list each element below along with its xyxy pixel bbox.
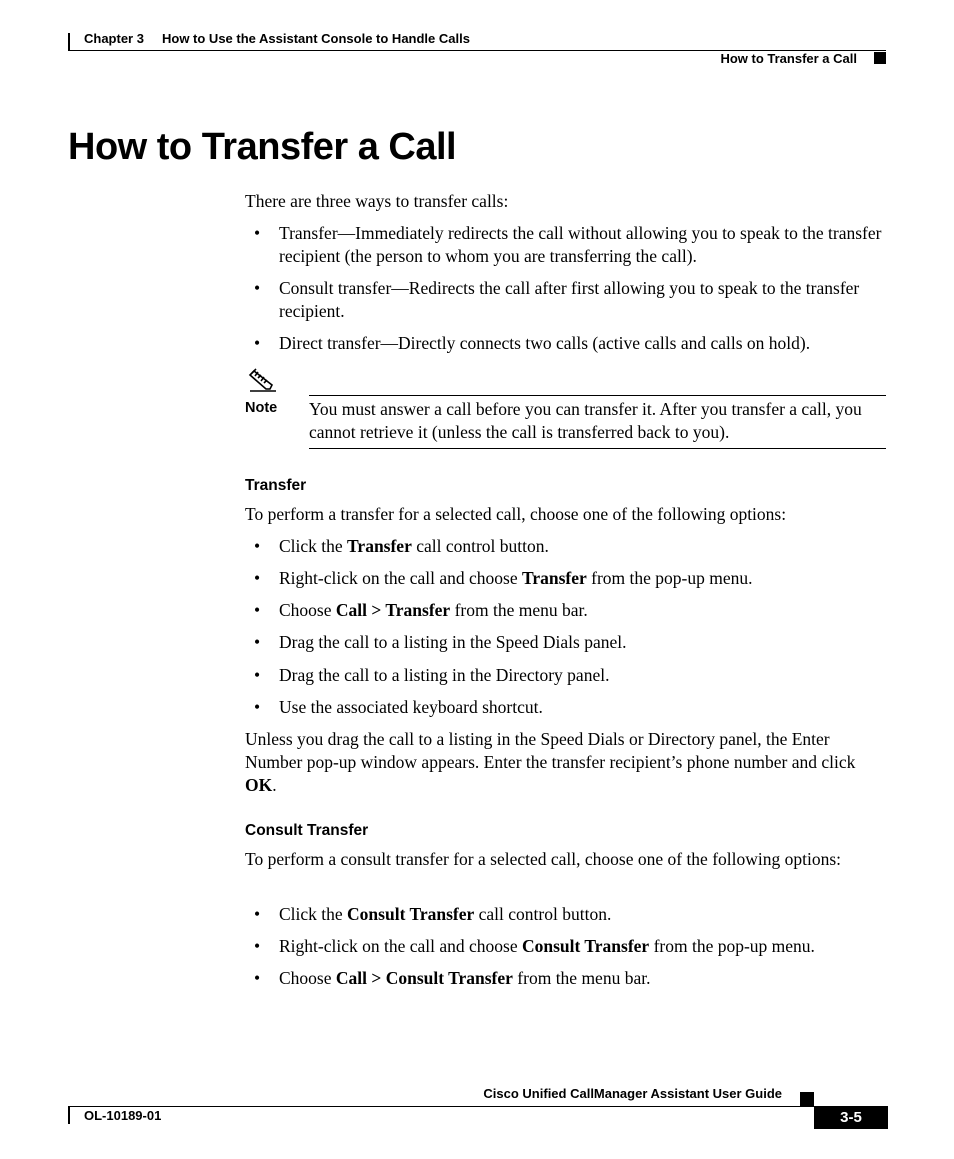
bullet-dot: • bbox=[254, 665, 261, 685]
bullet-dot: • bbox=[254, 600, 261, 620]
consult-intro: To perform a consult transfer for a selected call, choose one of the following options: bbox=[245, 849, 842, 869]
intro-text: There are three ways to transfer calls: bbox=[245, 191, 509, 211]
page-title: How to Transfer a Call bbox=[68, 126, 457, 168]
bullet-dot: • bbox=[254, 223, 261, 243]
header-square-mark bbox=[874, 52, 886, 64]
bullet-dot: • bbox=[254, 697, 261, 717]
footer-doc-number: OL-10189-01 bbox=[84, 1108, 162, 1123]
list-item-transfer-option: Use the associated keyboard shortcut. bbox=[279, 697, 543, 717]
list-item-way-transfer: Transfer—Immediately redirects the call without allowing you to speak to the transfer recipient (the person to whom you are transferring the call). bbox=[279, 223, 882, 266]
list-item-consult-option: Click the Consult Transfer call control button. bbox=[279, 904, 612, 924]
list-item-transfer-option: Right-click on the call and choose Transfer from the pop-up menu. bbox=[279, 568, 753, 588]
bullet-dot: • bbox=[254, 904, 261, 924]
list-item-transfer-option: Choose Call > Transfer from the menu bar. bbox=[279, 600, 588, 620]
transfer-outro: Unless you drag the call to a listing in the Speed Dials or Directory panel, the Enter Number pop-up window appears. Enter the transfer recipient’s phone number and click OK. bbox=[245, 729, 856, 795]
list-item-way-direct: Direct transfer—Directly connects two calls (active calls and calls on hold). bbox=[279, 333, 811, 353]
list-item-transfer-option: Drag the call to a listing in the Speed Dials panel. bbox=[279, 632, 627, 652]
header-chapter-title: How to Use the Assistant Console to Handle Calls bbox=[162, 31, 470, 46]
bullet-dot: • bbox=[254, 968, 261, 988]
header-chapter: Chapter 3 bbox=[84, 31, 144, 46]
footer-square-mark bbox=[800, 1092, 814, 1106]
list-item-transfer-option: Click the Transfer call control button. bbox=[279, 536, 549, 556]
list-item-consult-option: Right-click on the call and choose Consult Transfer from the pop-up menu. bbox=[279, 936, 815, 956]
subheading-transfer: Transfer bbox=[245, 477, 307, 494]
list-item-consult-option: Choose Call > Consult Transfer from the menu bar. bbox=[279, 968, 651, 988]
bullet-dot: • bbox=[254, 632, 261, 652]
bullet-dot: • bbox=[254, 278, 261, 298]
bullet-dot: • bbox=[254, 536, 261, 556]
subheading-consult-transfer: Consult Transfer bbox=[245, 822, 369, 839]
footer-guide-title: Cisco Unified CallManager Assistant User Guide bbox=[483, 1086, 782, 1101]
transfer-intro: To perform a transfer for a selected call, choose one of the following options: bbox=[245, 504, 787, 524]
header-left-bar bbox=[68, 33, 70, 50]
list-item-transfer-option: Drag the call to a listing in the Directory panel. bbox=[279, 665, 610, 685]
footer-rule bbox=[68, 1106, 886, 1107]
bullet-dot: • bbox=[254, 936, 261, 956]
note-rule-bottom bbox=[309, 448, 886, 449]
list-item-way-consult: Consult transfer—Redirects the call after first allowing you to speak to the transfer recipient. bbox=[279, 278, 860, 321]
note-label: Note bbox=[245, 400, 278, 416]
footer-left-bar bbox=[68, 1106, 70, 1124]
pencil-note-icon bbox=[246, 367, 280, 395]
note-text: You must answer a call before you can transfer it. After you transfer a call, you cannot retrieve it (unless the call is transferred back to you). bbox=[309, 399, 862, 442]
footer-page-number: 3-5 bbox=[814, 1106, 888, 1129]
header-section: How to Transfer a Call bbox=[720, 51, 857, 66]
bullet-dot: • bbox=[254, 568, 261, 588]
note-rule-top bbox=[309, 395, 886, 396]
bullet-dot: • bbox=[254, 333, 261, 353]
